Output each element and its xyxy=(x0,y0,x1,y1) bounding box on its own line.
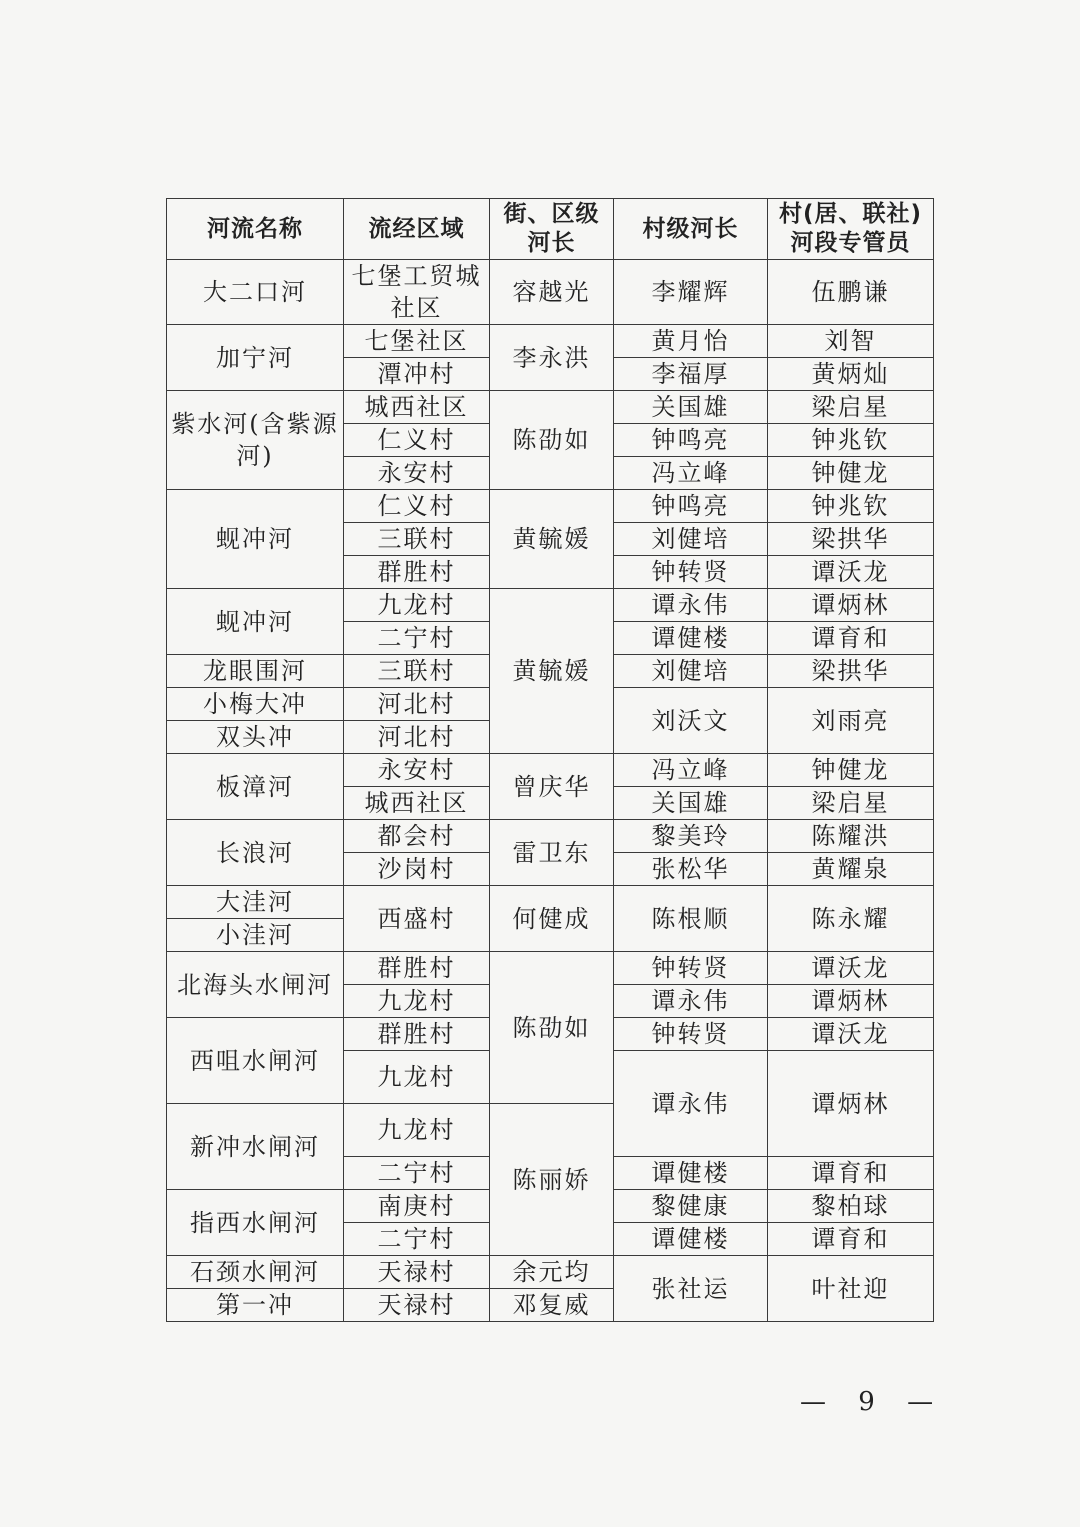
area-cell: 七堡工贸城社区 xyxy=(344,260,490,325)
village-chief-cell: 关国雄 xyxy=(614,787,768,820)
manager-cell: 伍鹏谦 xyxy=(768,260,934,325)
village-chief-cell: 谭永伟 xyxy=(614,589,768,622)
street-chief-cell: 李永洪 xyxy=(490,325,614,391)
manager-cell: 谭育和 xyxy=(768,1223,934,1256)
area-cell: 九龙村 xyxy=(344,985,490,1018)
area-cell: 三联村 xyxy=(344,655,490,688)
area-cell: 三联村 xyxy=(344,523,490,556)
area-cell: 二宁村 xyxy=(344,1157,490,1190)
area-cell: 西盛村 xyxy=(344,886,490,952)
river-cell: 小梅大冲 xyxy=(167,688,344,721)
street-chief-cell: 陈劭如 xyxy=(490,391,614,490)
manager-cell: 钟兆钦 xyxy=(768,490,934,523)
area-cell: 都会村 xyxy=(344,820,490,853)
river-cell: 新冲水闸河 xyxy=(167,1104,344,1190)
village-chief-cell: 黎美玲 xyxy=(614,820,768,853)
table-row xyxy=(167,391,934,424)
village-chief-cell: 谭健楼 xyxy=(614,622,768,655)
village-chief-cell: 关国雄 xyxy=(614,391,768,424)
area-cell: 河北村 xyxy=(344,688,490,721)
table-row xyxy=(167,490,934,523)
village-chief-cell: 张社运 xyxy=(614,1256,768,1322)
manager-cell: 黄耀泉 xyxy=(768,853,934,886)
manager-cell: 叶社迎 xyxy=(768,1256,934,1322)
street-chief-cell: 陈劭如 xyxy=(490,952,614,1104)
area-cell: 城西社区 xyxy=(344,391,490,424)
manager-cell: 谭育和 xyxy=(768,1157,934,1190)
area-cell: 九龙村 xyxy=(344,589,490,622)
header-street-chief: 街、区级河长 xyxy=(490,199,614,260)
river-cell: 紫水河(含紫源河) xyxy=(167,391,344,490)
river-cell: 小洼河 xyxy=(167,919,344,952)
area-cell: 九龙村 xyxy=(344,1104,490,1157)
area-cell: 二宁村 xyxy=(344,622,490,655)
river-cell: 板漳河 xyxy=(167,754,344,820)
village-chief-cell: 谭健楼 xyxy=(614,1157,768,1190)
area-cell: 天禄村 xyxy=(344,1289,490,1322)
river-cell: 石颈水闸河 xyxy=(167,1256,344,1289)
village-chief-cell: 黎健康 xyxy=(614,1190,768,1223)
village-chief-cell: 冯立峰 xyxy=(614,457,768,490)
street-chief-cell: 何健成 xyxy=(490,886,614,952)
river-cell: 加宁河 xyxy=(167,325,344,391)
river-cell: 蚬冲河 xyxy=(167,589,344,655)
manager-cell: 谭沃龙 xyxy=(768,952,934,985)
street-chief-cell: 黄毓媛 xyxy=(490,490,614,589)
table-row xyxy=(167,589,934,622)
table-row xyxy=(167,260,934,325)
river-cell: 指西水闸河 xyxy=(167,1190,344,1256)
header-manager: 村(居、联社)河段专管员 xyxy=(768,199,934,260)
manager-cell: 谭沃龙 xyxy=(768,556,934,589)
village-chief-cell: 钟鸣亮 xyxy=(614,424,768,457)
street-chief-cell: 陈丽娇 xyxy=(490,1104,614,1256)
table-row xyxy=(167,325,934,358)
area-cell: 七堡社区 xyxy=(344,325,490,358)
table-row xyxy=(167,820,934,853)
manager-cell: 谭沃龙 xyxy=(768,1018,934,1051)
manager-cell: 谭育和 xyxy=(768,622,934,655)
village-chief-cell: 钟转贤 xyxy=(614,556,768,589)
table-row xyxy=(167,1256,934,1289)
village-chief-cell: 黄月怡 xyxy=(614,325,768,358)
manager-cell: 黎柏球 xyxy=(768,1190,934,1223)
area-cell: 群胜村 xyxy=(344,1018,490,1051)
manager-cell: 梁启星 xyxy=(768,787,934,820)
village-chief-cell: 谭永伟 xyxy=(614,985,768,1018)
river-cell: 双头冲 xyxy=(167,721,344,754)
table-row xyxy=(167,754,934,787)
street-chief-cell: 曾庆华 xyxy=(490,754,614,820)
area-cell: 永安村 xyxy=(344,754,490,787)
manager-cell: 梁拱华 xyxy=(768,523,934,556)
area-cell: 城西社区 xyxy=(344,787,490,820)
village-chief-cell: 刘健培 xyxy=(614,523,768,556)
village-chief-cell: 刘沃文 xyxy=(614,688,768,754)
area-cell: 天禄村 xyxy=(344,1256,490,1289)
area-cell: 群胜村 xyxy=(344,556,490,589)
river-cell: 西咀水闸河 xyxy=(167,1018,344,1104)
river-cell: 第一冲 xyxy=(167,1289,344,1322)
area-cell: 仁义村 xyxy=(344,490,490,523)
village-chief-cell: 陈根顺 xyxy=(614,886,768,952)
area-cell: 沙岗村 xyxy=(344,853,490,886)
manager-cell: 梁拱华 xyxy=(768,655,934,688)
manager-cell: 钟健龙 xyxy=(768,754,934,787)
header-river: 河流名称 xyxy=(167,199,344,260)
river-cell: 蚬冲河 xyxy=(167,490,344,589)
village-chief-cell: 钟转贤 xyxy=(614,952,768,985)
table-row xyxy=(167,886,934,919)
village-chief-cell: 钟鸣亮 xyxy=(614,490,768,523)
manager-cell: 黄炳灿 xyxy=(768,358,934,391)
area-cell: 南庚村 xyxy=(344,1190,490,1223)
village-chief-cell: 谭永伟 xyxy=(614,1051,768,1157)
river-cell: 龙眼围河 xyxy=(167,655,344,688)
street-chief-cell: 雷卫东 xyxy=(490,820,614,886)
street-chief-cell: 黄毓媛 xyxy=(490,589,614,754)
river-cell: 长浪河 xyxy=(167,820,344,886)
street-chief-cell: 邓复威 xyxy=(490,1289,614,1322)
header-area: 流经区域 xyxy=(344,199,490,260)
area-cell: 群胜村 xyxy=(344,952,490,985)
manager-cell: 刘雨亮 xyxy=(768,688,934,754)
manager-cell: 谭炳林 xyxy=(768,985,934,1018)
street-chief-cell: 余元均 xyxy=(490,1256,614,1289)
village-chief-cell: 刘健培 xyxy=(614,655,768,688)
street-chief-cell: 容越光 xyxy=(490,260,614,325)
river-chief-table xyxy=(166,198,934,1322)
area-cell: 潭冲村 xyxy=(344,358,490,391)
manager-cell: 刘智 xyxy=(768,325,934,358)
manager-cell: 谭炳林 xyxy=(768,589,934,622)
header-village-chief: 村级河长 xyxy=(614,199,768,260)
manager-cell: 钟兆钦 xyxy=(768,424,934,457)
area-cell: 河北村 xyxy=(344,721,490,754)
river-cell: 大二口河 xyxy=(167,260,344,325)
area-cell: 二宁村 xyxy=(344,1223,490,1256)
table-header-row xyxy=(167,199,934,260)
manager-cell: 钟健龙 xyxy=(768,457,934,490)
manager-cell: 陈永耀 xyxy=(768,886,934,952)
village-chief-cell: 李福厚 xyxy=(614,358,768,391)
village-chief-cell: 钟转贤 xyxy=(614,1018,768,1051)
river-cell: 北海头水闸河 xyxy=(167,952,344,1018)
table-row xyxy=(167,952,934,985)
river-cell: 大洼河 xyxy=(167,886,344,919)
village-chief-cell: 张松华 xyxy=(614,853,768,886)
page-number: — 9 — xyxy=(800,1387,946,1417)
village-chief-cell: 李耀辉 xyxy=(614,260,768,325)
manager-cell: 梁启星 xyxy=(768,391,934,424)
area-cell: 仁义村 xyxy=(344,424,490,457)
village-chief-cell: 冯立峰 xyxy=(614,754,768,787)
manager-cell: 陈耀洪 xyxy=(768,820,934,853)
area-cell: 九龙村 xyxy=(344,1051,490,1104)
village-chief-cell: 谭健楼 xyxy=(614,1223,768,1256)
manager-cell: 谭炳林 xyxy=(768,1051,934,1157)
area-cell: 永安村 xyxy=(344,457,490,490)
